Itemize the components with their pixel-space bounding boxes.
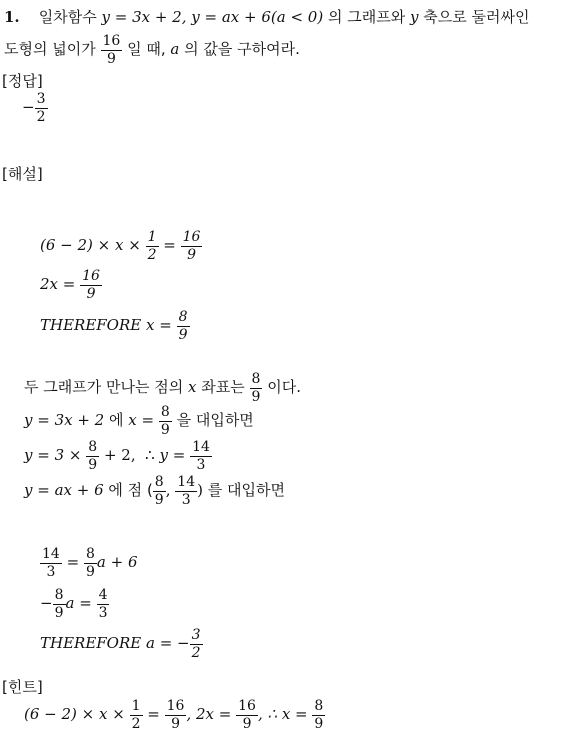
fraction: $\frac{14}{3}$: [192, 439, 210, 473]
fraction: $\frac{16}{9}$: [102, 33, 121, 67]
answer-value: [22, 92, 48, 124]
variable: a: [170, 40, 180, 59]
fraction: $\frac{8}{9}$: [178, 309, 188, 343]
derivation-line: THEREFORE a = − $\frac{3}{2}$: [40, 627, 201, 661]
derivation-line: $\frac{14}{3}$ = $\frac{8}{9}$ a + 6: [42, 546, 138, 580]
explanation-text: y = 3x + 2 에 x = $\frac{8}{9}$ 을 대입하면: [24, 404, 254, 438]
minus-sign: −: [22, 98, 35, 117]
hint-label: [힌트]: [2, 678, 43, 696]
fraction: $\frac{16}{9}$: [182, 229, 201, 263]
fraction: $\frac{16}{9}$: [82, 268, 100, 302]
answer-label: [정답]: [2, 72, 43, 90]
fraction: $\frac{8}{9}$: [88, 439, 98, 473]
problem-text: 의 값을 구하여라.: [184, 40, 300, 59]
problem-text: 일차함수: [38, 8, 97, 26]
fraction: $\frac{8}{9}$: [85, 546, 95, 580]
problem-text: 일 때,: [127, 40, 166, 59]
fraction: $\frac{3}{2}$: [36, 91, 46, 125]
fraction: $\frac{1}{2}$: [131, 698, 141, 732]
fraction: $\frac{8}{9}$: [160, 404, 170, 438]
derivation-line: − $\frac{8}{9}$ a = $\frac{4}{3}$: [40, 587, 108, 621]
equation: y = ax + 6(a < 0): [191, 8, 324, 26]
fraction: $\frac{14}{3}$: [42, 546, 60, 580]
explanation-text: y = ax + 6 에 점 ( $\frac{8}{9}$ , $\frac{14}{3}$ ) 를 대입하면: [24, 474, 285, 508]
fraction: $\frac{8}{9}$: [251, 371, 261, 405]
fraction: $\frac{1}{2}$: [147, 229, 157, 263]
problem-line-2: [4, 34, 300, 66]
fraction: $\frac{4}{3}$: [98, 587, 108, 621]
fraction: $\frac{14}{3}$: [177, 474, 196, 508]
derivation-line: (6 − 2) × x × $\frac{1}{2}$ = $\frac{16}{9}$: [40, 229, 201, 263]
fraction: $\frac{3}{2}$: [191, 627, 201, 661]
fraction: $\frac{16}{9}$: [166, 698, 185, 732]
fraction: $\frac{8}{9}$: [154, 474, 164, 508]
explanation-label: [해설]: [2, 165, 43, 183]
problem-text: 의 그래프와: [328, 8, 406, 26]
problem-number: 1.: [4, 8, 20, 26]
problem-line-1: [4, 10, 529, 25]
explanation-text: y = 3 × $\frac{8}{9}$ + 2, ∴ y = $\frac{14}{3}$: [24, 439, 210, 473]
fraction: $\frac{8}{9}$: [54, 587, 64, 621]
explanation-text: 두 그래프가 만나는 점의 x 좌표는 $\frac{8}{9}$ 이다.: [24, 371, 301, 405]
fraction: $\frac{16}{9}$: [238, 698, 256, 732]
equation: y = 3x + 2,: [101, 8, 187, 26]
fraction: $\frac{8}{9}$: [314, 698, 324, 732]
hint-line: (6 − 2) × x × $\frac{1}{2}$ = $\frac{16}{9}$ , 2x = $\frac{16}{9}$ , ∴ x = $\frac{8}{9}$: [24, 698, 324, 732]
variable: y: [410, 8, 419, 26]
problem-text: 축으로 둘러싸인: [423, 8, 530, 26]
derivation-line: 2x = $\frac{16}{9}$: [40, 268, 100, 302]
problem-text: 도형의 넓이가: [4, 40, 96, 59]
derivation-line: THEREFORE x = $\frac{8}{9}$: [40, 309, 188, 343]
